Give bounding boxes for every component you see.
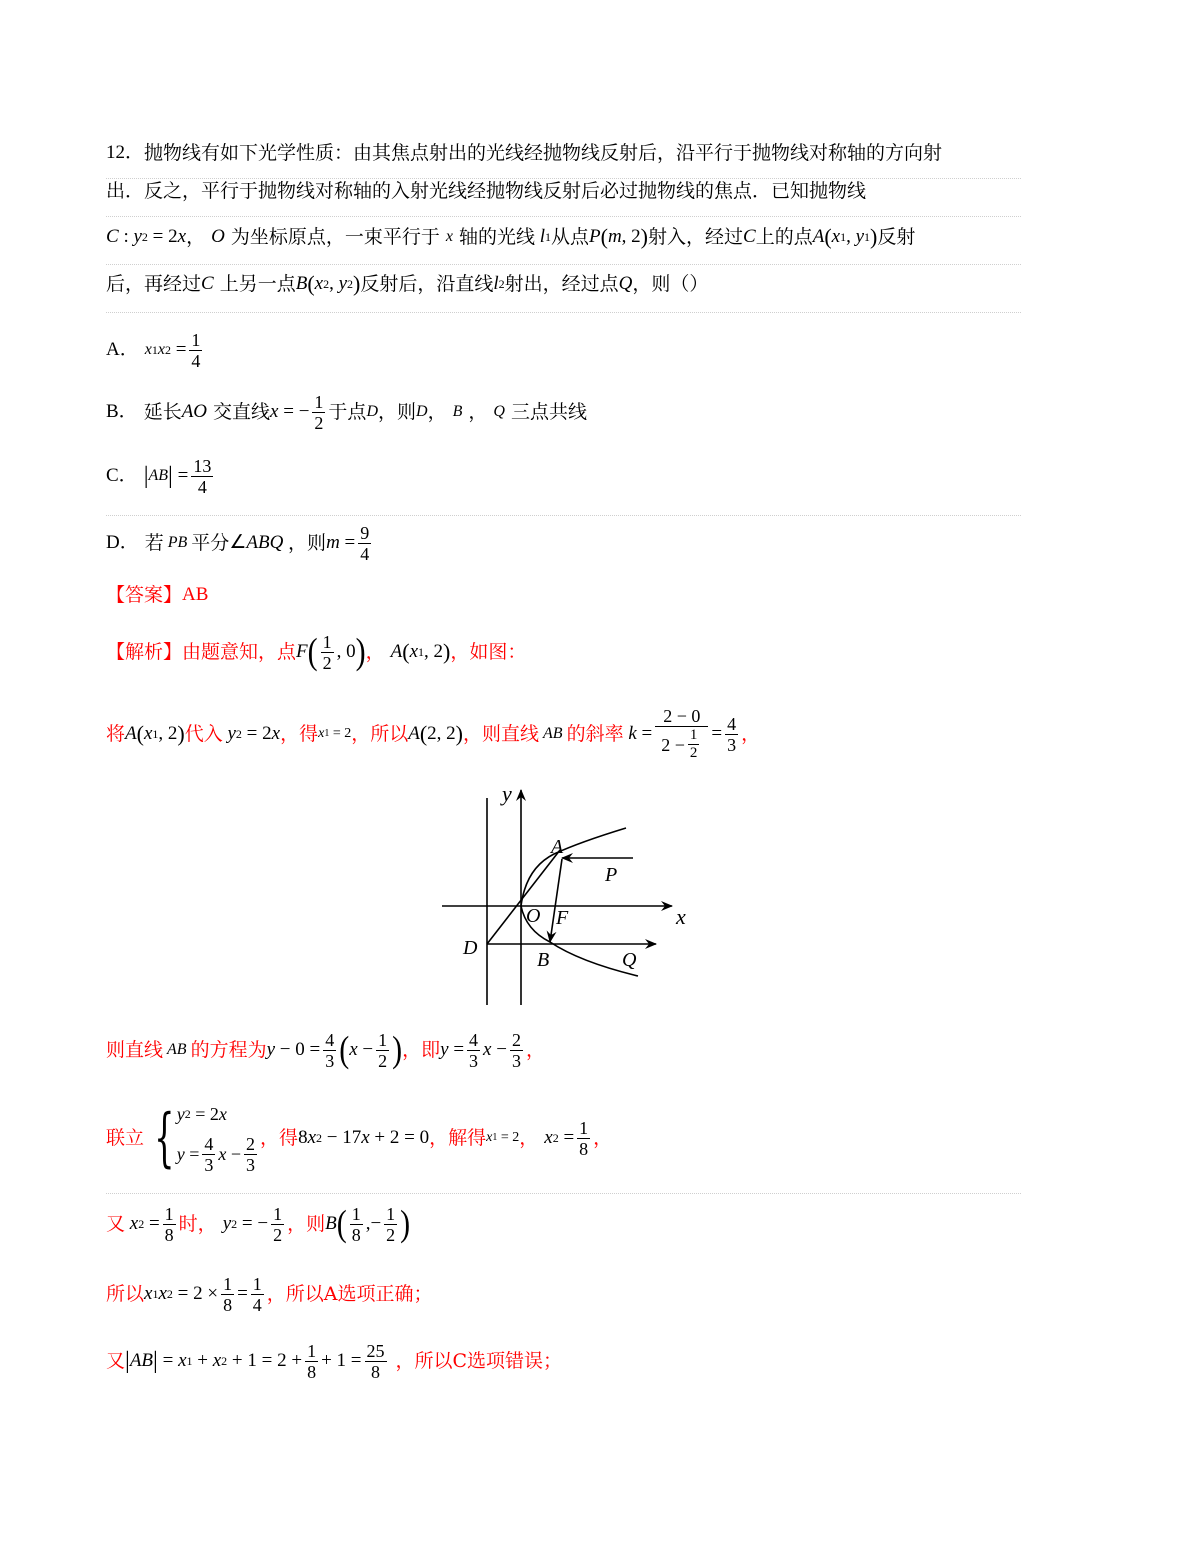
question-text-4a: 后，再经过	[106, 273, 202, 295]
question-text-1: 抛物线有如下光学性质：由其焦点射出的光线经抛物线反射后，沿平行于抛物线对称轴的方向射	[144, 142, 943, 164]
solution-line-5: 又 x 2 = $\frac{1}{8}$ 时， y 2 = − $\frac{1}{2}$ ，则 B ( $\frac{1}{8}$ ,− $\frac{1}{2}$ )	[106, 1202, 411, 1245]
answer-line	[106, 583, 1021, 607]
solution-text-6b: ，所以A选项正确；	[266, 1283, 433, 1305]
solution-text-3b: 的方程为	[190, 1039, 267, 1061]
option-d-text-3: ，则	[288, 532, 327, 554]
dotted-rule	[106, 312, 1021, 313]
solution-text-5c: ，则	[287, 1213, 326, 1235]
solution-text-4d: ，	[519, 1127, 539, 1149]
question-text-3a: ，	[186, 226, 206, 248]
option-b-text-1: 延长	[143, 401, 182, 423]
solution-line-3: 则直线 AB 的方程为 y − 0 = $\frac{4}{3}$ ( x − $\frac{1}{2}$ ) ，即 y = $\frac{4}{3}$ x − $\frac{2}{3}$ ，	[106, 1028, 545, 1071]
solution-text-3c: ，即	[402, 1039, 441, 1061]
solution-text-4e: ，	[593, 1127, 613, 1149]
line-da	[487, 850, 560, 944]
option-b-text-4: ，则	[378, 401, 417, 423]
option-a-label: A．	[106, 339, 139, 360]
dotted-rule	[106, 264, 1021, 265]
question-text-4c: 反射后，沿直线	[360, 273, 494, 295]
option-b-text-2: 交直线	[213, 401, 271, 423]
label-b: B	[537, 949, 550, 971]
label-f: F	[556, 907, 569, 929]
question-number: 12．	[106, 142, 145, 163]
solution-text-3d: ，	[525, 1039, 545, 1061]
question-text-4b: 上另一点	[219, 273, 296, 295]
question-line-2	[106, 179, 1021, 203]
option-d-text-1: 若	[144, 532, 164, 554]
label-x: x	[676, 904, 686, 929]
solution-text-4a: 联立	[106, 1127, 145, 1149]
option-b-text-5: ，	[427, 401, 447, 423]
label-a: A	[551, 836, 564, 858]
question-text-4e: ，则（）	[632, 273, 709, 295]
solution-text-6a: 所以	[106, 1283, 145, 1305]
solution-line-4: 联立 { y 2 = 2 x y = $\frac{4}{3}$ x − $\frac{2}{3}$ ，得 8 x 2 − 17 x + 2 = 0 ，解得 x 1 = 2 ， x 2 = $\frac{1}{8}$ ，	[106, 1101, 613, 1175]
label-d: D	[463, 937, 478, 959]
dotted-rule	[106, 216, 1021, 217]
solution-text-4b: ，得	[260, 1127, 299, 1149]
question-text-3b: 为坐标原点，一束平行于	[230, 226, 440, 248]
solution-line-7: 又 | AB | = x 1 + x 2 + 1 = 2 + $\frac{1}{8}$ + 1 = $\frac{25}{8}$ ，所以C选项错误；	[106, 1340, 563, 1382]
solution-text-2c: ，得	[280, 723, 319, 745]
solution-text-3a: 则直线	[106, 1039, 164, 1061]
question-text-4d: 射出，经过点	[504, 273, 619, 295]
question-text-3c: 轴的光线	[458, 226, 535, 248]
dotted-rule	[106, 515, 1021, 516]
solution-text-7b: ，所以C选项错误；	[395, 1350, 563, 1372]
option-b-text-6: ，	[468, 401, 488, 423]
question-line-4: 后，再经过 C 上另一点 B ( x 2 , y 2 ) 反射后，沿直线 l 2 射出，经过点 Q ，则（）	[106, 271, 709, 296]
parabola-figure	[430, 780, 700, 1010]
label-q: Q	[622, 949, 637, 971]
option-b-text-7: 三点共线	[510, 401, 587, 423]
option-d: D． 若 PB 平分 ∠ ABQ ，则 m = $\frac{9}{4}$	[106, 522, 370, 564]
label-p: P	[605, 864, 618, 886]
solution-text-4c: ，解得	[429, 1127, 487, 1149]
ray-ab	[550, 859, 562, 942]
question-line-1	[106, 141, 1021, 165]
solution-text-2d: ，所以	[351, 723, 409, 745]
solution-text-2b: 代入	[184, 723, 223, 745]
solution-text-1b: ，	[365, 641, 385, 663]
question-text-3e: 射入，经过	[648, 226, 744, 248]
solution-text-2g: ，	[741, 723, 761, 745]
option-d-label: D．	[106, 532, 139, 553]
solution-text-2e: ，则直线	[463, 723, 540, 745]
solution-text-7a: 又	[106, 1350, 126, 1372]
option-b-label: B．	[106, 401, 138, 422]
option-b: B． 延长 AO 交直线 x = − $\frac{1}{2}$ 于点 D ，则 D ， B ， Q 三点共线	[106, 391, 587, 433]
label-o: O	[526, 905, 541, 927]
solution-text-5a: 又	[106, 1213, 126, 1235]
question-text-3d: 从点	[550, 226, 589, 248]
option-a: A． x 1 x 2 = $\frac{1}{4}$	[106, 329, 201, 371]
solution-text-2a: 将	[106, 723, 126, 745]
solution-text-1c: ，如图：	[450, 641, 527, 663]
solution-line-1: 【解析】 由题意知，点 F ( $\frac{1}{2}$ , 0 ) ， A ( x 1 , 2 ) ，如图：	[106, 630, 527, 673]
question-text-3f: 上的点	[755, 226, 813, 248]
question-line-3: C : y 2 = 2 x ， O 为坐标原点，一束平行于 x 轴的光线 l 1 从点 P ( m , 2 ) 射入，经过 C 上的点 A ( x 1 , y 1 ) 反射	[106, 224, 916, 249]
question-text-3g: 反射	[877, 226, 916, 248]
solution-text-2f: 的斜率	[566, 723, 624, 745]
question-text-2: 出．反之，平行于抛物线对称轴的入射光线经抛物线反射后必过抛物线的焦点．已知抛物线	[106, 180, 867, 202]
label-y: y	[502, 781, 512, 806]
answer-tag: 【答案】	[106, 584, 183, 606]
solution-line-2: 将 A ( x 1 , 2 ) 代入 y 2 = 2 x ，得 x 1 = 2 ，所以 A ( 2, 2 ) ，则直线 AB 的斜率 k = 2 − 0 2 − $\frac{1}{2}$ = $\frac{4}{3}$ ，	[106, 706, 761, 761]
solution-tag: 【解析】	[106, 641, 183, 663]
answer-value: AB	[182, 584, 209, 605]
option-d-text-2: 平分	[191, 532, 230, 554]
dotted-rule	[106, 1193, 1021, 1194]
solution-line-6: 所以 x 1 x 2 = 2 × $\frac{1}{8}$ = $\frac{1}{4}$ ，所以A选项正确；	[106, 1273, 433, 1315]
option-c-label: C．	[106, 465, 138, 486]
solution-text-1a: 由题意知，点	[182, 641, 297, 663]
solution-text-5b: 时，	[178, 1213, 217, 1235]
option-c: C． | AB | = $\frac{13}{4}$	[106, 455, 212, 497]
option-b-text-3: 于点	[328, 401, 367, 423]
